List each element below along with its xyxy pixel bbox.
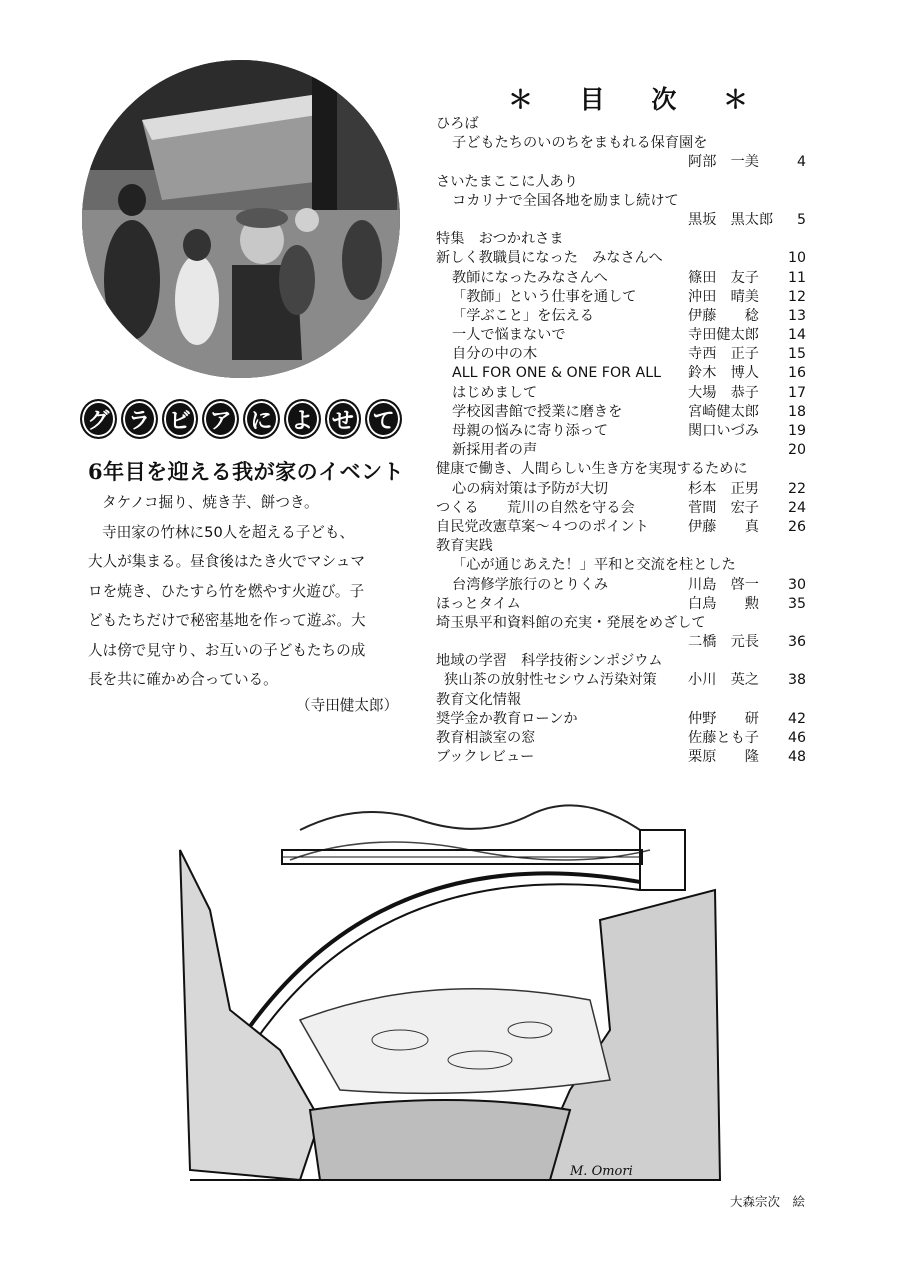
banner-char: に bbox=[243, 399, 280, 439]
toc-author: 宮崎健太郎 bbox=[688, 403, 759, 420]
toc-title: つくる 荒川の自然を守る会 bbox=[436, 499, 635, 516]
toc-page-number: 5 bbox=[796, 211, 806, 228]
toc-page-number: 14 bbox=[787, 327, 806, 344]
bridge-illustration bbox=[170, 790, 725, 1188]
toc-row bbox=[436, 153, 808, 172]
gravure-title: 6年目を迎える我が家のイベント bbox=[88, 459, 405, 484]
toc-author: 関口いづみ bbox=[688, 423, 759, 439]
banner-char: て bbox=[365, 399, 402, 439]
body-line: タケノコ掘り、焼き芋、餅つき。 bbox=[102, 494, 319, 511]
toc-title: 「学ぶこと」を伝える bbox=[452, 307, 594, 324]
toc-title: 狭山茶の放射性セシウム汚染対策 bbox=[444, 672, 657, 689]
toc-row bbox=[436, 422, 808, 441]
toc-page-number: 20 bbox=[787, 442, 806, 459]
toc-row bbox=[436, 460, 808, 479]
toc-page-number: 17 bbox=[787, 384, 806, 401]
toc-author: 仲野 研 bbox=[688, 710, 759, 727]
toc-row bbox=[436, 633, 808, 652]
toc-row bbox=[436, 748, 808, 767]
toc-row bbox=[436, 518, 808, 537]
toc-heading-char: ＊ bbox=[722, 85, 748, 114]
toc-page-number: 18 bbox=[787, 403, 806, 420]
toc-row bbox=[436, 384, 808, 403]
toc-title: 特集 おつかれさま bbox=[436, 231, 564, 248]
toc-title: コカリナで全国各地を励まし続けて bbox=[452, 192, 679, 209]
toc-title: ひろば bbox=[436, 116, 479, 132]
toc-author: 川島 啓一 bbox=[688, 576, 759, 593]
toc-title: 新採用者の声 bbox=[452, 442, 538, 459]
toc-author: 伊藤 真 bbox=[688, 518, 759, 535]
toc-page-number: 4 bbox=[796, 154, 806, 171]
toc-title: 教育文化情報 bbox=[436, 691, 522, 708]
toc-title: ALL FOR ONE & ONE FOR ALL bbox=[452, 365, 662, 382]
toc-row bbox=[436, 671, 808, 690]
toc-title: 教師になったみなさんへ bbox=[452, 269, 608, 286]
toc-row bbox=[436, 211, 808, 230]
toc-title: 奨学金か教育ローンか bbox=[436, 710, 578, 727]
toc-page-number: 11 bbox=[787, 269, 806, 286]
toc-row bbox=[436, 288, 808, 307]
toc-row bbox=[436, 480, 808, 499]
toc-row bbox=[436, 345, 808, 364]
toc-page-number: 48 bbox=[787, 749, 806, 766]
banner-char: ア bbox=[202, 399, 239, 439]
toc-row bbox=[436, 710, 808, 729]
toc-row bbox=[436, 614, 808, 633]
toc-author: 篠田 友子 bbox=[688, 269, 759, 286]
illustration-caption: 大森宗次 絵 bbox=[730, 1194, 806, 1209]
toc-row bbox=[436, 691, 808, 710]
toc-page-number: 46 bbox=[787, 730, 806, 746]
toc-heading bbox=[508, 80, 748, 116]
body-line: どもたちだけで秘密基地を作って遊ぶ。大 bbox=[88, 612, 366, 629]
toc-row bbox=[436, 173, 808, 192]
toc-author: 沖田 晴美 bbox=[688, 288, 759, 305]
toc-page-number: 30 bbox=[787, 576, 806, 593]
body-line: 寺田家の竹林に50人を超える子ども、 bbox=[102, 523, 355, 541]
toc-heading-char: 目 bbox=[579, 85, 605, 114]
body-line: 大人が集まる。昼食後はたき火でマシュマ bbox=[88, 553, 365, 570]
body-line: 人は傍で見守り、お互いの子どもたちの成 bbox=[88, 641, 366, 659]
toc-title: 心の病対策は予防が大切 bbox=[452, 480, 609, 497]
toc-heading-char: ＊ bbox=[508, 85, 534, 114]
toc-row bbox=[436, 192, 808, 211]
table-of-contents bbox=[436, 115, 808, 767]
toc-row bbox=[436, 269, 808, 288]
toc-row bbox=[436, 364, 808, 383]
toc-title: 一人で悩まないで bbox=[452, 327, 566, 344]
toc-page-number: 10 bbox=[787, 250, 806, 267]
toc-row bbox=[436, 556, 808, 575]
toc-row bbox=[436, 576, 808, 595]
toc-title: はじめまして bbox=[452, 384, 538, 401]
toc-author: 白鳥 勲 bbox=[688, 595, 759, 612]
toc-page-number: 38 bbox=[787, 672, 806, 689]
toc-author: 菅間 宏子 bbox=[688, 499, 759, 516]
toc-row bbox=[436, 441, 808, 460]
toc-row bbox=[436, 307, 808, 326]
toc-row bbox=[436, 403, 808, 422]
toc-row bbox=[436, 537, 808, 556]
toc-page-number: 19 bbox=[787, 423, 806, 439]
toc-title: 子どもたちのいのちをまもれる保育園を bbox=[452, 135, 708, 152]
body-line: 長を共に確かめ合っている。 bbox=[88, 671, 278, 688]
banner-char: よ bbox=[284, 399, 321, 439]
toc-page-number: 26 bbox=[787, 518, 806, 535]
toc-title: ブックレビュー bbox=[436, 749, 535, 766]
banner-char: ラ bbox=[121, 399, 158, 439]
toc-page-number: 22 bbox=[787, 480, 806, 497]
toc-page-number: 12 bbox=[787, 288, 806, 305]
toc-author: 杉本 正男 bbox=[688, 480, 759, 497]
body-line: ロを焼き、ひたすら竹を燃やす火遊び。子 bbox=[88, 582, 365, 600]
toc-row bbox=[436, 134, 808, 153]
banner-char: ビ bbox=[162, 399, 199, 439]
toc-row bbox=[436, 230, 808, 249]
banner-char: グ bbox=[80, 399, 117, 439]
toc-row bbox=[436, 249, 808, 268]
toc-row bbox=[436, 595, 808, 614]
toc-title: 埼玉県平和資料館の充実・発展をめざして bbox=[436, 614, 706, 631]
toc-title: 健康で働き、人間らしい生き方を実現するために bbox=[436, 461, 748, 478]
toc-title: 母親の悩みに寄り添って bbox=[452, 423, 609, 439]
toc-title: 教育相談室の窓 bbox=[436, 730, 536, 746]
toc-title: 自分の中の木 bbox=[452, 346, 538, 363]
toc-author: 伊藤 稔 bbox=[688, 307, 759, 324]
gravure-body bbox=[88, 488, 398, 695]
toc-title: 新しく教職員になった みなさんへ bbox=[436, 250, 663, 267]
toc-row bbox=[436, 729, 808, 748]
toc-row bbox=[436, 652, 808, 671]
toc-author: 阿部 一美 bbox=[688, 154, 759, 171]
gravure-author: （寺田健太郎） bbox=[296, 697, 399, 714]
toc-author: 栗原 隆 bbox=[688, 749, 759, 766]
toc-title: 「心が通じあえた！」平和と交流を柱とした bbox=[452, 557, 736, 574]
toc-row bbox=[436, 115, 808, 134]
toc-page-number: 15 bbox=[787, 346, 806, 363]
toc-title: ほっとタイム bbox=[436, 595, 521, 612]
toc-author: 鈴木 博人 bbox=[688, 365, 759, 382]
toc-title: さいたまここに人あり bbox=[436, 173, 578, 190]
toc-page-number: 35 bbox=[787, 595, 806, 612]
toc-title: 地域の学習 科学技術シンポジウム bbox=[436, 653, 663, 670]
toc-page-number: 13 bbox=[787, 307, 806, 324]
toc-page-number: 16 bbox=[787, 365, 806, 382]
banner-char: せ bbox=[325, 399, 362, 439]
toc-heading-char: 次 bbox=[651, 85, 677, 114]
bridge-drawing bbox=[170, 790, 725, 1188]
toc-title: 「教師」という仕事を通して bbox=[452, 288, 637, 305]
toc-row bbox=[436, 326, 808, 345]
toc-title: 教育実践 bbox=[436, 538, 493, 555]
toc-page-number: 36 bbox=[787, 634, 806, 651]
toc-row bbox=[436, 499, 808, 518]
toc-page-number: 24 bbox=[787, 499, 806, 516]
toc-author: 寺田健太郎 bbox=[688, 327, 759, 344]
toc-author: 黒坂 黒太郎 bbox=[688, 211, 774, 228]
toc-author: 小川 英之 bbox=[688, 672, 759, 689]
illustration-signature: M. Omori bbox=[570, 1164, 633, 1179]
toc-author: 二橋 元長 bbox=[688, 634, 759, 651]
toc-author: 佐藤とも子 bbox=[688, 730, 759, 746]
gravure-photo bbox=[82, 60, 400, 378]
toc-page-number: 42 bbox=[787, 710, 806, 727]
toc-author: 寺西 正子 bbox=[688, 346, 759, 363]
toc-title: 自民党改憲草案～４つのポイント bbox=[436, 518, 649, 535]
toc-title: 学校図書館で授業に磨きを bbox=[452, 403, 623, 420]
toc-title: 台湾修学旅行のとりくみ bbox=[452, 576, 609, 593]
gravure-banner bbox=[80, 396, 402, 442]
toc-author: 大場 恭子 bbox=[688, 384, 759, 401]
